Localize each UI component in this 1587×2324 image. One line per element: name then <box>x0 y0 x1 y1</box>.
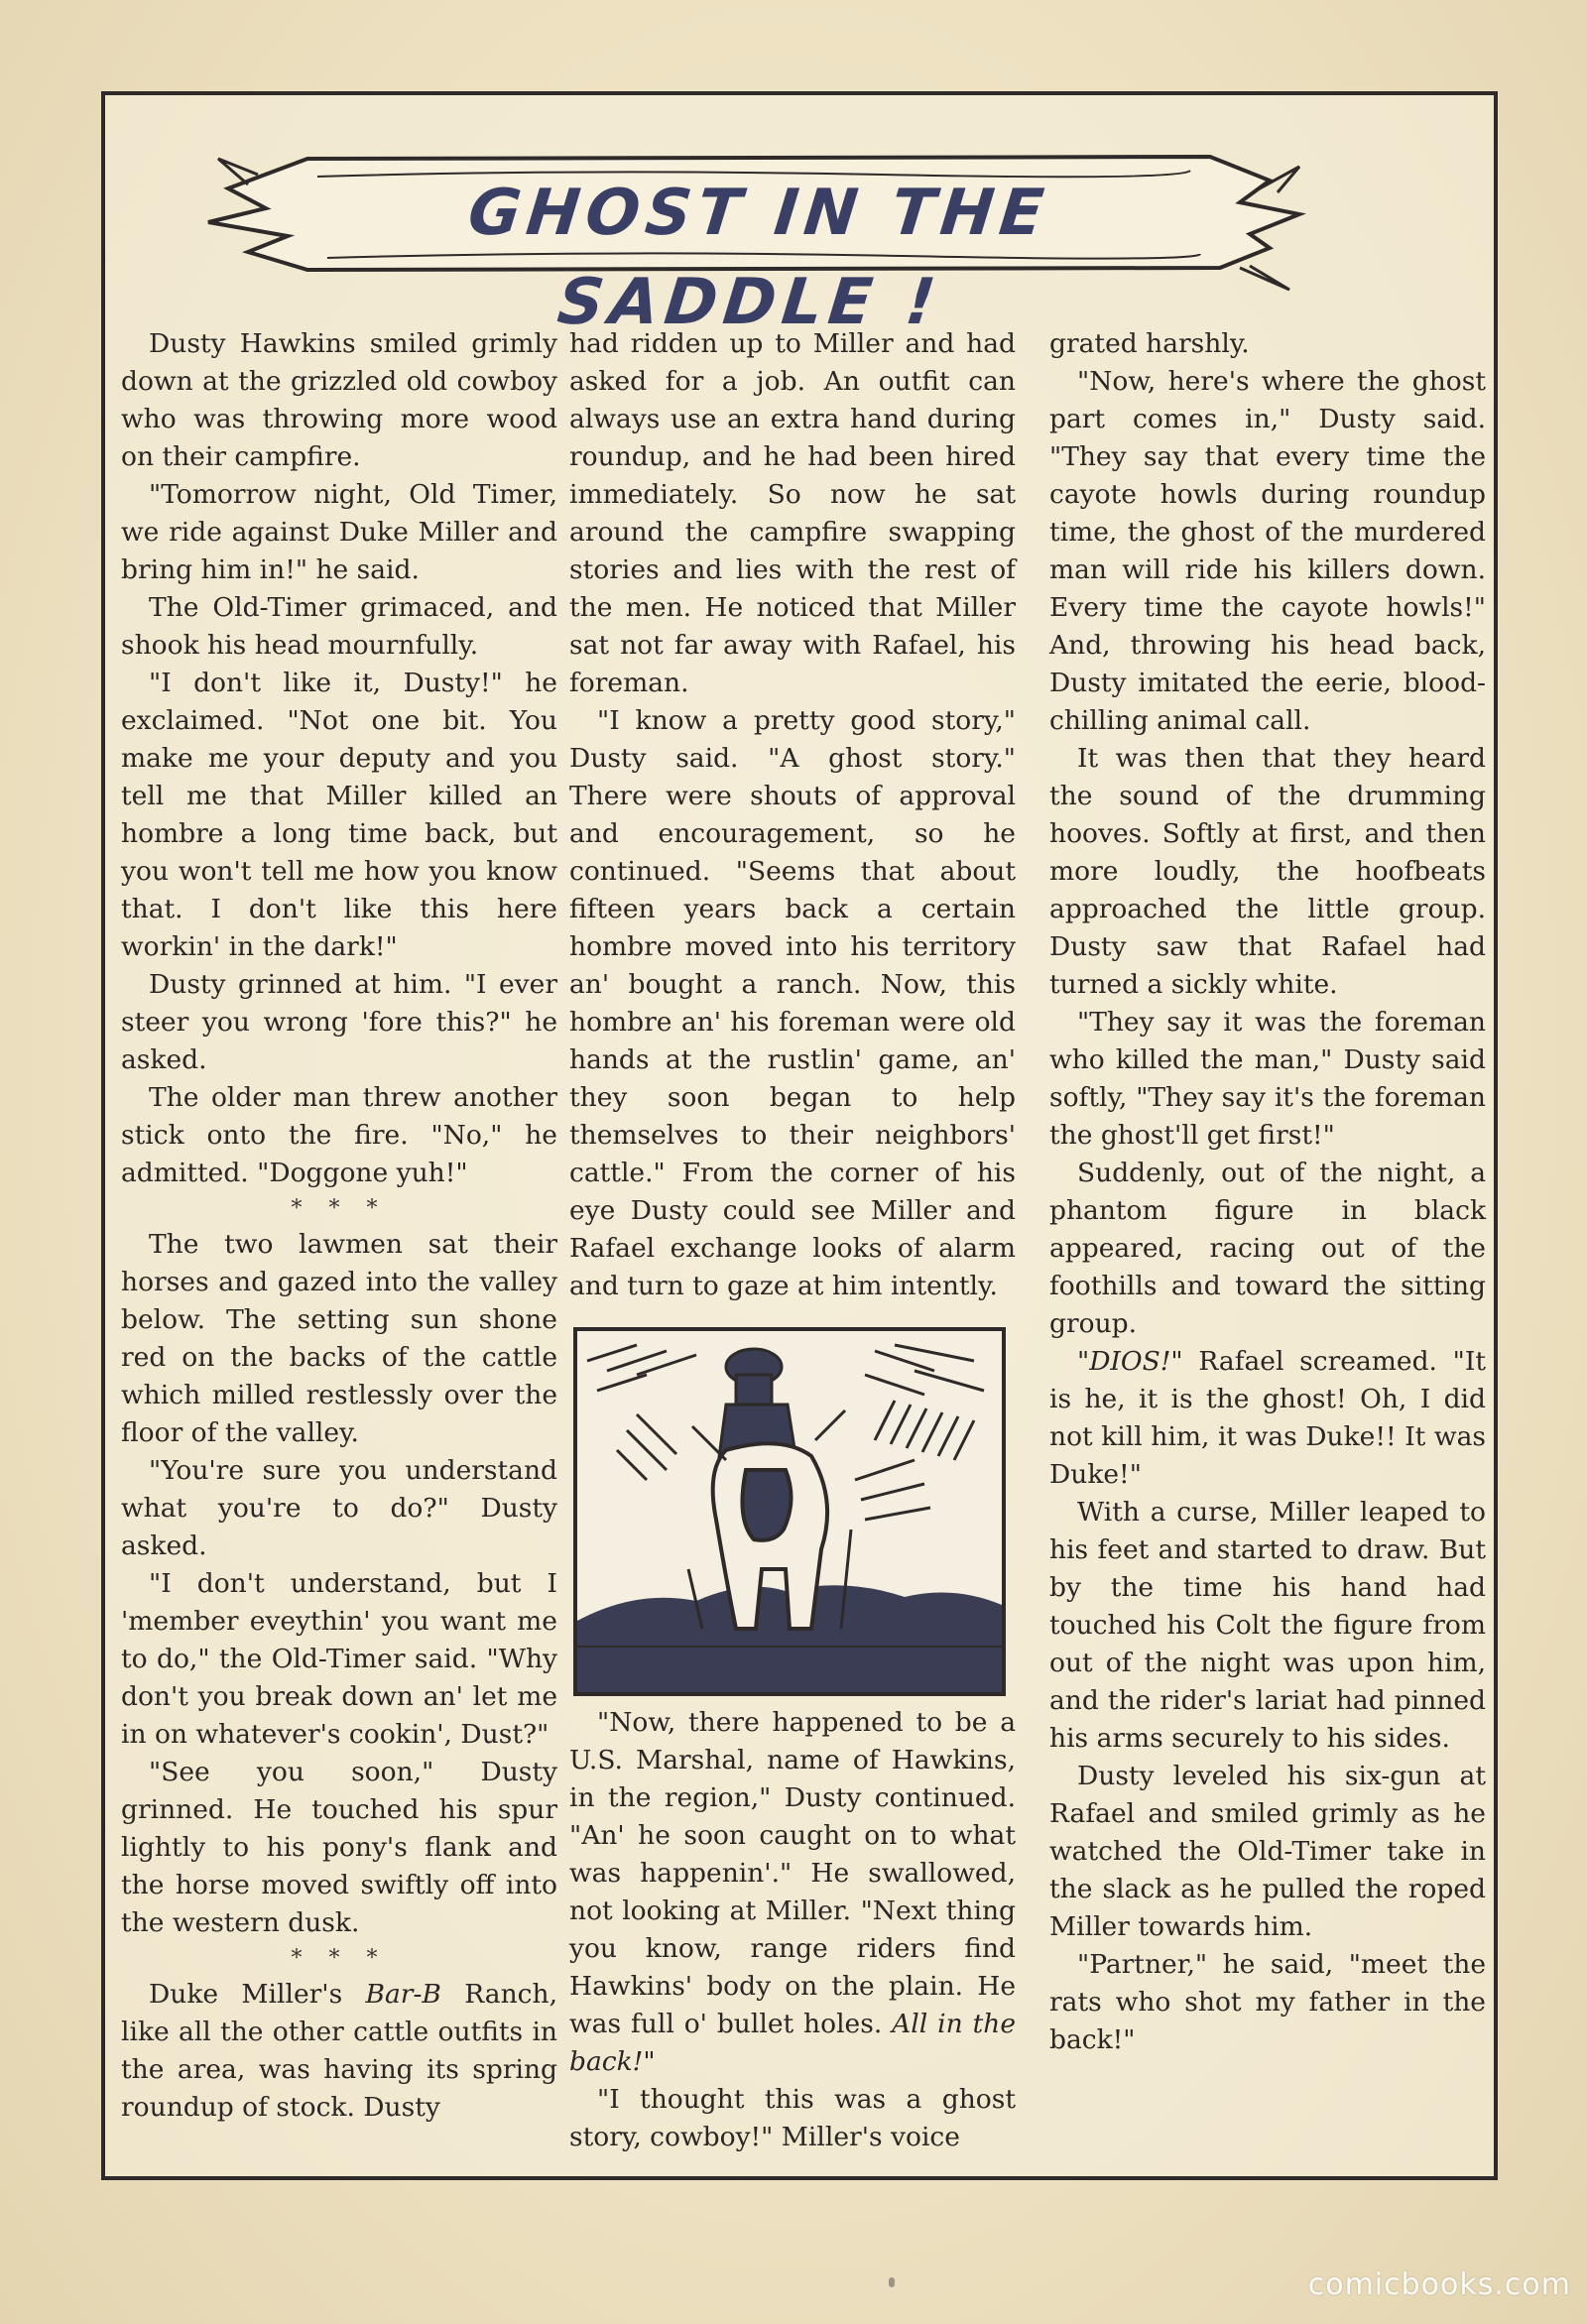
paragraph: It was then that they heard the sound of the drumming hooves. Softly at first, and then more loudly, the hoofbeats approached the little group. Dusty saw that Rafael had turned a sickly white. <box>1049 743 1486 1000</box>
text-column-1 <box>121 325 557 2170</box>
watermark: comicbooks.com <box>1307 2267 1571 2302</box>
paragraph: The Old-Timer grimaced, and shook his head mournfully. <box>121 592 557 661</box>
rider-on-rearing-horse-illustration <box>577 1331 1002 1692</box>
text-column-3 <box>1049 325 1486 2170</box>
scene-break: * * * <box>291 1946 388 1971</box>
paragraph <box>121 1976 557 2127</box>
paragraph: Dusty grinned at him. "I ever steer you wrong 'fore this?" he asked. <box>121 969 557 1075</box>
paragraph: grated harshly. <box>1049 328 1250 359</box>
story-illustration <box>573 1327 1006 1696</box>
paragraph <box>1049 1343 1486 1494</box>
paragraph: "Now, here's where the ghost part comes in," Dusty said. "They say that every time the cayote howls during roundup time, the ghost of the murdered man will ride his killers down. Every time the cayote howls!" And, throwing his head back, Dusty imitated the eerie, blood-chilling animal call. <box>1049 366 1486 736</box>
paragraph <box>569 1704 1016 2081</box>
paragraph: Dusty leveled his six-gun at Rafael and smiled grimly as he watched the Old-Timer take in the slack as he pulled the roped Miller towards him. <box>1049 1761 1486 1942</box>
text-span: "Now, there happened to be a U.S. Marshal, name of Hawkins, in the region," Dusty continued. "An' he soon caught on to what was happenin'." He swallowed, not looking at Miller. "Next thing you know, range riders find Hawkins' body on the plain. He was full o' bullet holes. <box>569 1707 1016 2039</box>
paragraph: Suddenly, out of the night, a phantom figure in black appeared, racing out of the foothills and toward the sitting group. <box>1049 1158 1486 1339</box>
text-span: Duke Miller's <box>149 1979 366 2010</box>
paragraph: With a curse, Miller leaped to his feet and started to draw. But by the time his hand had touched his Colt the figure from out of the night was upon him, and the rider's lariat had pinned his arms securely to his sides. <box>1049 1497 1486 1754</box>
emphasis-text: All in the back! <box>569 2009 1016 2077</box>
text-span: Ranch, like all the other cattle outfits in the area, was having its spring roundup of stock. Dusty <box>121 1979 558 2123</box>
paragraph: "You're sure you understand what you're to do?" Dusty asked. <box>121 1455 557 1561</box>
page-mark <box>889 2277 895 2287</box>
text-span: " <box>643 2046 656 2077</box>
paragraph: "See you soon," Dusty grinned. He touched his spur lightly to his pony's flank and the horse moved swiftly off into the western dusk. <box>121 1757 557 1938</box>
paragraph: "I thought this was a ghost story, cowboy!" Miller's voice <box>569 2084 1016 2152</box>
text-column-2-continued <box>569 1704 1016 2156</box>
text-span: Rafael screamed. "It is he, it is the ghost! Oh, I did not kill him, it was Duke!! It was Duke!" <box>1049 1346 1486 1490</box>
paragraph: "I don't like it, Dusty!" he exclaimed. "Not one bit. You make me your deputy and you tell me that Miller killed an hombre a long time back, but you won't tell me how you know that. I don't like this here workin' in the dark!" <box>121 668 557 962</box>
scene-break: * * * <box>291 1196 388 1221</box>
paragraph: The older man threw another stick onto the fire. "No," he admitted. "Doggone yuh!" <box>121 1082 557 1188</box>
paragraph: The two lawmen sat their horses and gazed into the valley below. The setting sun shone red on the backs of the cattle which milled restlessly over the floor of the valley. <box>121 1229 557 1448</box>
title-banner <box>188 119 1329 339</box>
paragraph: "They say it was the foreman who killed the man," Dusty said softly, "They say it's the foreman the ghost'll get first!" <box>1049 1007 1486 1151</box>
paragraph: had ridden up to Miller and had asked for a job. An outfit can always use an extra hand during roundup, and he had been hired immediately. So now he sat around the campfire swapping stories and lies with the rest of the men. He noticed that Miller sat not far away with Rafael, his foreman. <box>569 328 1016 698</box>
ranch-name: Bar-B <box>365 1979 441 2010</box>
paragraph: "I don't understand, but I 'member eveythin' you want me to do," the Old-Timer said. "Why don't you break down an' let me in on whatever's cookin', Dust?" <box>121 1568 557 1750</box>
paragraph: "Tomorrow night, Old Timer, we ride against Duke Miller and bring him in!" he said. <box>121 479 557 585</box>
paragraph: "I know a pretty good story," Dusty said. "A ghost story." There were shouts of approval and encouragement, so he continued. "Seems that about fifteen years back a certain hombre moved into his territory an' bought a ranch. Now, this hombre an' his foreman were old hands at the rustlin' game, an' they soon began to help themselves to their neighbors' cattle." From the corner of his eye Dusty could see Miller and Rafael exchange looks of alarm and turn to gaze at him intently. <box>569 705 1016 1301</box>
paragraph: "Partner," he said, "meet the rats who shot my father in the back!" <box>1049 1949 1486 2055</box>
emphasis-text: "DIOS!" <box>1077 1346 1183 1377</box>
story-title: GHOST IN THE SADDLE ! <box>464 177 1053 339</box>
paragraph: Dusty Hawkins smiled grimly down at the grizzled old cowboy who was throwing more wood on their campfire. <box>121 328 557 472</box>
